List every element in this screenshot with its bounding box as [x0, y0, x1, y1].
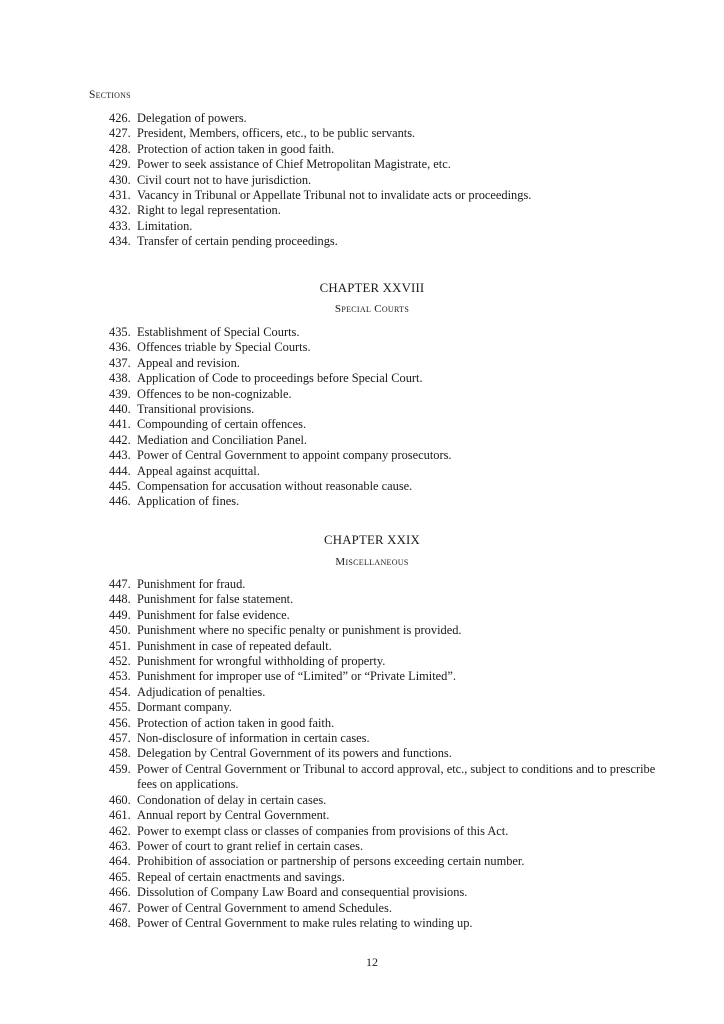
section-number: 460. — [109, 792, 131, 807]
list-item — [109, 654, 669, 669]
list-item — [109, 219, 669, 234]
section-title: Non-disclosure of information in certain cases. — [137, 731, 370, 746]
section-title: Delegation of powers. — [137, 111, 247, 125]
section-number: 442. — [109, 432, 131, 447]
sections-label: Sections — [89, 89, 131, 101]
section-number: 456. — [109, 715, 131, 730]
list-item — [109, 234, 669, 249]
section-number: 446. — [109, 494, 131, 509]
list-item — [109, 479, 669, 494]
list-item — [109, 608, 669, 623]
section-number: 432. — [109, 203, 131, 218]
list-item — [109, 854, 669, 869]
section-number: 431. — [109, 188, 131, 203]
section-title: Civil court not to have jurisdiction. — [137, 172, 312, 187]
section-number: 448. — [109, 592, 131, 607]
section-number: 465. — [109, 869, 131, 884]
list-item — [109, 126, 669, 141]
list-item — [109, 824, 669, 839]
section-title: Power of court to grant relief in certain cases. — [137, 838, 364, 853]
section-title: Power of Central Government to appoint company prosecutors. — [137, 448, 452, 463]
list-item — [109, 494, 669, 509]
list-item — [109, 448, 669, 463]
list-item — [109, 901, 669, 916]
chapter-28-subtitle: Special Courts — [334, 303, 410, 315]
section-number: 459. — [109, 761, 131, 776]
section-title: Mediation and Conciliation Panel. — [137, 432, 307, 447]
section-number: 458. — [109, 746, 131, 761]
section-title: Power to exempt class or classes of companies from provisions of this Act. — [137, 823, 509, 838]
list-item — [109, 188, 669, 203]
list-item — [109, 808, 669, 823]
section-title: Annual report by Central Government. — [137, 808, 330, 823]
section-title: Power of Central Government to make rules relating to winding up. — [137, 915, 473, 930]
page-number: 12 — [366, 955, 378, 969]
list-item — [109, 639, 669, 654]
section-title: Adjudication of penalties. — [137, 684, 266, 699]
section-title: Delegation by Central Government of its powers and functions. — [137, 746, 452, 761]
section-list-435-446 — [109, 325, 669, 510]
section-title: Application of fines. — [137, 494, 240, 509]
list-item — [109, 746, 669, 761]
section-title: Transitional provisions. — [137, 402, 255, 417]
chapter-29-subtitle: Miscellaneous — [335, 556, 409, 568]
section-title: Punishment for false evidence. — [137, 607, 290, 622]
section-number: 435. — [109, 325, 131, 339]
section-number: 461. — [109, 808, 131, 823]
section-number: 463. — [109, 838, 131, 853]
section-list-447-468 — [109, 577, 669, 931]
section-number: 436. — [109, 340, 131, 355]
section-number: 428. — [109, 141, 131, 156]
section-number: 449. — [109, 607, 131, 622]
section-title: Dissolution of Company Law Board and consequential provisions. — [137, 885, 468, 900]
section-title: Appeal and revision. — [137, 355, 240, 370]
list-item — [109, 417, 669, 432]
list-item — [109, 669, 669, 684]
section-title: Power to seek assistance of Chief Metropolitan Magistrate, etc. — [137, 157, 451, 172]
section-number: 441. — [109, 417, 131, 432]
list-item — [109, 577, 669, 592]
list-item — [109, 433, 669, 448]
list-item — [109, 142, 669, 157]
list-item — [109, 402, 669, 417]
list-item — [109, 685, 669, 700]
list-item — [109, 623, 669, 638]
section-title: Repeal of certain enactments and savings. — [137, 869, 345, 884]
section-number: 447. — [109, 577, 131, 591]
section-number: 452. — [109, 654, 131, 669]
section-number: 430. — [109, 172, 131, 187]
section-title: Compounding of certain offences. — [137, 417, 307, 432]
section-title: Limitation. — [137, 218, 193, 233]
list-item — [109, 839, 669, 854]
section-title: Establishment of Special Courts. — [137, 325, 300, 339]
section-title: Punishment for false statement. — [137, 592, 294, 607]
section-number: 427. — [109, 126, 131, 141]
section-number: 440. — [109, 402, 131, 417]
section-title: President, Members, officers, etc., to be public servants. — [137, 126, 416, 141]
section-number: 466. — [109, 885, 131, 900]
list-item — [109, 870, 669, 885]
section-number: 450. — [109, 623, 131, 638]
section-title: Vacancy in Tribunal or Appellate Tribunal not to invalidate acts or proceedings. — [137, 188, 532, 203]
section-title: Dormant company. — [137, 700, 232, 715]
section-number: 438. — [109, 371, 131, 386]
chapter-29-title: CHAPTER XXIX — [324, 533, 420, 547]
section-title: Right to legal representation. — [137, 203, 281, 218]
section-title: Punishment for wrongful withholding of property. — [137, 654, 386, 669]
section-number: 433. — [109, 218, 131, 233]
list-item — [109, 731, 669, 746]
section-number: 443. — [109, 448, 131, 463]
section-number: 439. — [109, 386, 131, 401]
section-number: 454. — [109, 684, 131, 699]
list-item — [109, 111, 669, 126]
section-title: Transfer of certain pending proceedings. — [137, 234, 338, 249]
section-number: 467. — [109, 900, 131, 915]
list-item — [109, 173, 669, 188]
list-item — [109, 762, 669, 793]
list-item — [109, 464, 669, 479]
section-number: 464. — [109, 854, 131, 869]
list-item — [109, 356, 669, 371]
section-list-426-434 — [109, 111, 669, 250]
section-title: Application of Code to proceedings before Special Court. — [137, 371, 423, 386]
section-number: 426. — [109, 111, 131, 125]
section-number: 429. — [109, 157, 131, 172]
section-title: Power of Central Government to amend Schedules. — [137, 900, 392, 915]
section-number: 437. — [109, 355, 131, 370]
section-title: Protection of action taken in good faith. — [137, 141, 335, 156]
section-number: 434. — [109, 234, 131, 249]
section-title: Prohibition of association or partnership of persons exceeding certain number. — [137, 854, 525, 869]
section-title: Compensation for accusation without reasonable cause. — [137, 479, 413, 494]
list-item — [109, 387, 669, 402]
list-item — [109, 916, 669, 931]
section-title: Offences triable by Special Courts. — [137, 340, 311, 355]
section-number: 444. — [109, 463, 131, 478]
section-number: 455. — [109, 700, 131, 715]
list-item — [109, 700, 669, 715]
section-title: Protection of action taken in good faith. — [137, 715, 335, 730]
section-title: Power of Central Government or Tribunal to accord approval, etc., subject to conditions and to prescribe fees on applications. — [137, 761, 656, 792]
list-item — [109, 157, 669, 172]
section-title: Punishment for improper use of “Limited” or “Private Limited”. — [137, 669, 456, 684]
section-title: Appeal against acquittal. — [137, 463, 260, 478]
list-item — [109, 325, 669, 340]
list-item — [109, 371, 669, 386]
section-number: 462. — [109, 823, 131, 838]
chapter-28-title: CHAPTER XXVIII — [319, 281, 425, 295]
list-item — [109, 793, 669, 808]
list-item — [109, 592, 669, 607]
list-item — [109, 885, 669, 900]
section-title: Offences to be non-cognizable. — [137, 386, 292, 401]
section-number: 457. — [109, 731, 131, 746]
list-item — [109, 203, 669, 218]
section-title: Condonation of delay in certain cases. — [137, 792, 327, 807]
section-number: 468. — [109, 915, 131, 930]
list-item — [109, 716, 669, 731]
section-title: Punishment where no specific penalty or punishment is provided. — [137, 623, 462, 638]
section-title: Punishment in case of repeated default. — [137, 638, 332, 653]
list-item — [109, 340, 669, 355]
section-number: 453. — [109, 669, 131, 684]
section-number: 451. — [109, 638, 131, 653]
section-title: Punishment for fraud. — [137, 577, 246, 591]
section-number: 445. — [109, 479, 131, 494]
